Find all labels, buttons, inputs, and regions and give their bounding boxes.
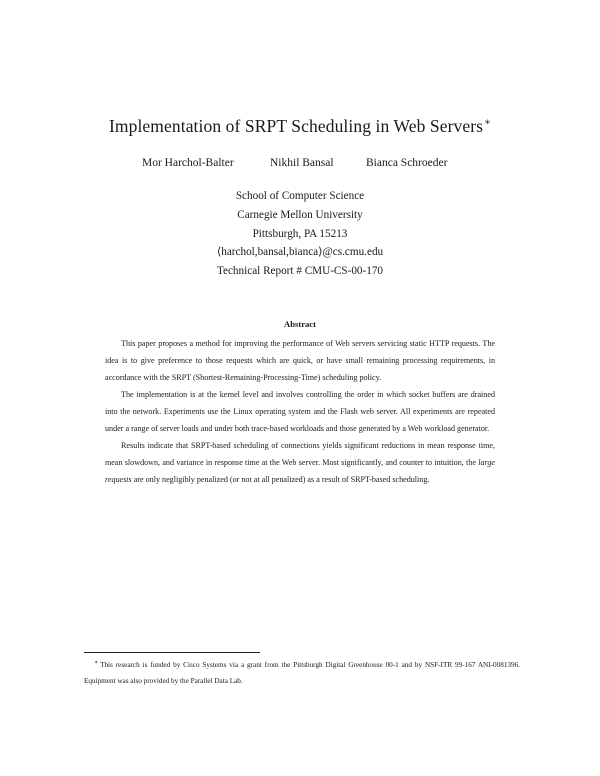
abstract-body — [105, 335, 495, 488]
affiliation-city: Pittsburgh, PA 15213 — [252, 227, 348, 240]
abstract-emphasis: large requests — [105, 458, 495, 484]
title-footnote-mark: ∗ — [484, 117, 491, 128]
affiliation-email: ⟨harchol,bansal,bianca⟩@cs.cmu.edu — [216, 246, 384, 259]
author-name: Bianca Schroeder — [366, 157, 448, 169]
technical-report-number: Technical Report # CMU-CS-00-170 — [216, 265, 384, 278]
abstract-paragraph: The implementation is at the kernel level and involves controlling the order in which socket buffers are drained into the network. Experiments use the Linux operating system and the Flash web server. All experiments are repeated under a range of server loads and under both trace-based workloads and those generated by a Web workload generator. — [105, 390, 495, 433]
affiliation-university: Carnegie Mellon University — [237, 208, 363, 221]
abstract-paragraph — [105, 437, 495, 488]
footnote-text: This research is funded by Cisco Systems via a grant from the Pittsburgh Digital Greenhouse 00-1 and by NSF-ITR 99-167 ANI-0081396. Equipment was also provided by the Parallel Data Lab. — [84, 661, 520, 685]
abstract-paragraph: This paper proposes a method for improving the performance of Web servers servicing static HTTP requests. The idea is to give preference to those requests which are quick, or have small remaining processing requirements, in accordance with the SRPT (Shortest-Remaining-Processing-Time) scheduling policy. — [105, 339, 495, 382]
paper-title — [0, 116, 600, 137]
footnote — [84, 655, 520, 689]
abstract-text: Results indicate that SRPT-based scheduling of connections yields significant reductions in mean response time, mean slowdown, and variance in response time at the Web server. Most significantly, and counter to intuition, the — [105, 441, 495, 467]
title-text: Implementation of SRPT Scheduling in Web Servers — [108, 116, 484, 136]
author-name: Mor Harchol-Balter — [142, 157, 234, 169]
footnote-mark: ∗ — [94, 660, 99, 666]
author-list — [0, 157, 600, 173]
footnote-divider — [84, 652, 260, 653]
abstract-text: are only negligibly penalized (or not at all penalized) as a result of SRPT-based scheduling. — [131, 475, 430, 484]
affiliation-school: School of Computer Science — [235, 190, 365, 202]
author-name: Nikhil Bansal — [270, 157, 334, 169]
abstract-heading: Abstract — [284, 319, 316, 329]
affiliation-block — [0, 187, 600, 281]
